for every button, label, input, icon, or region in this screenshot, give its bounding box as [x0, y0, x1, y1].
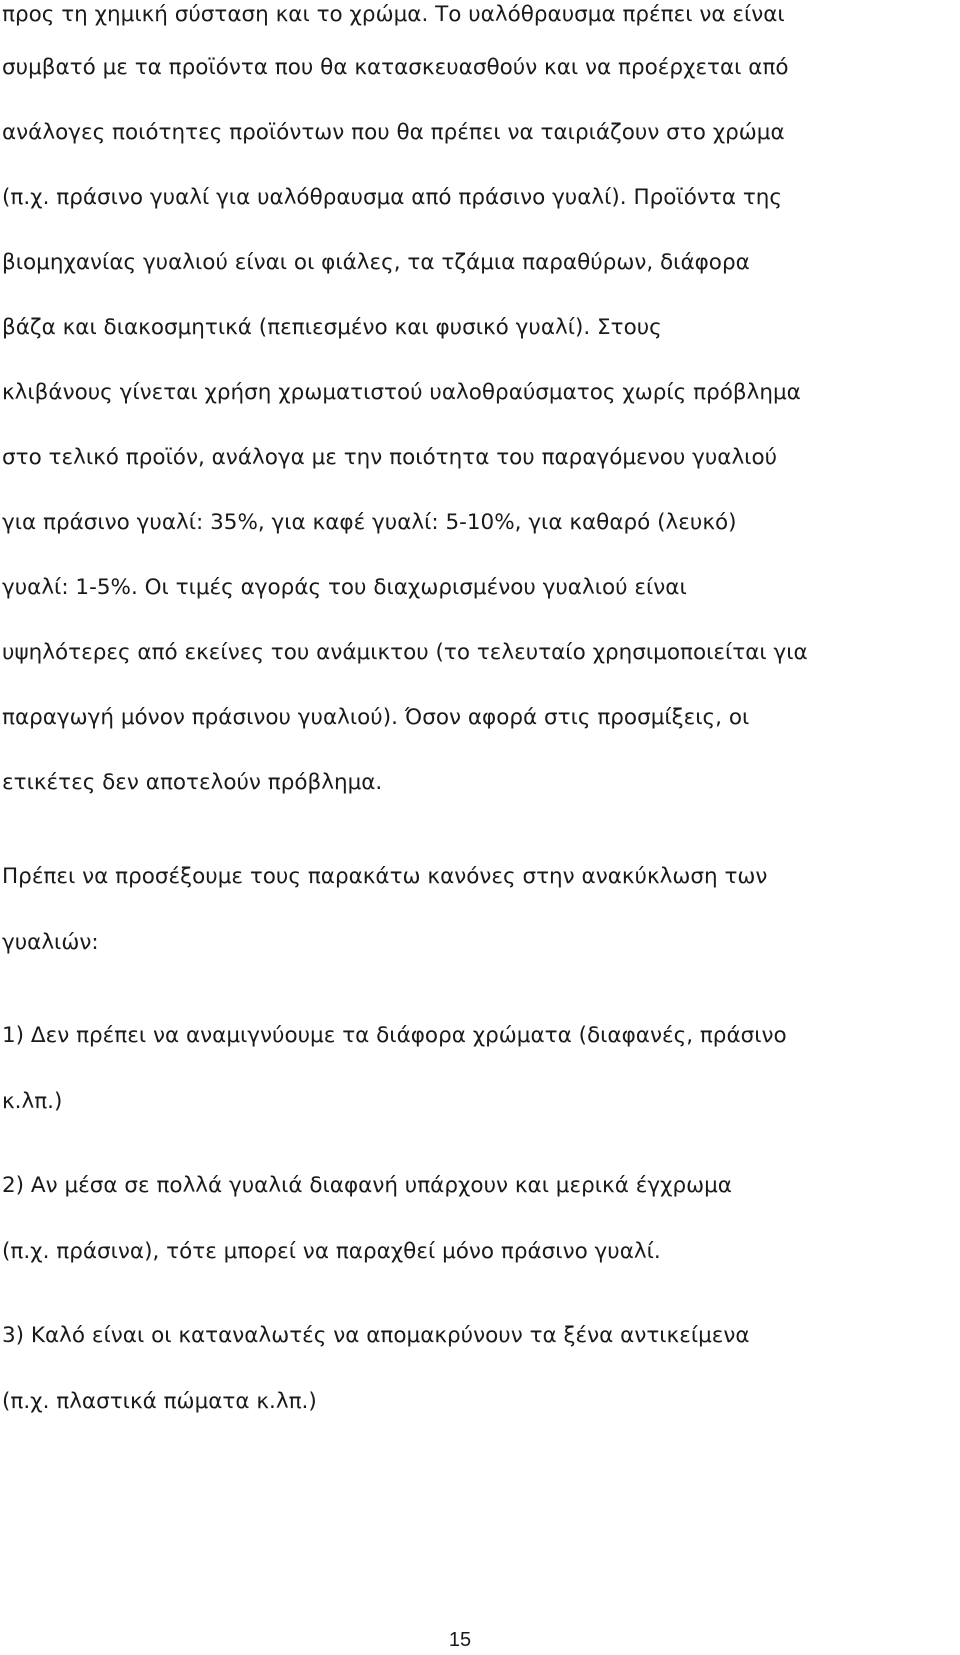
rule-3-line-1: 3) Καλό είναι οι καταναλωτές να απομακρύνουν τα ξένα αντικείμενα	[2, 1323, 750, 1348]
paragraph-2-line-1: Πρέπει να προσέξουμε τους παρακάτω κανόνες στην ανακύκλωση των	[2, 864, 768, 889]
rule-1-line-2: κ.λπ.)	[2, 1089, 63, 1114]
rule-1-line-1: 1) Δεν πρέπει να αναμιγνύουμε τα διάφορα χρώματα (διαφανές, πράσινο	[2, 1023, 787, 1048]
paragraph-1-line-4: (π.χ. πράσινο γυαλί για υαλόθραυσμα από πράσινο γυαλί). Προϊόντα της	[2, 185, 783, 210]
rule-3-line-2: (π.χ. πλαστικά πώματα κ.λπ.)	[2, 1389, 317, 1414]
paragraph-1-line-13: ετικέτες δεν αποτελούν πρόβλημα.	[2, 770, 383, 795]
rule-2-line-2: (π.χ. πράσινα), τότε μπορεί να παραχθεί μόνο πράσινο γυαλί.	[2, 1239, 661, 1264]
paragraph-1-line-8: στο τελικό προϊόν, ανάλογα με την ποιότητα του παραγόμενου γυαλιού	[2, 445, 778, 470]
paragraph-1-line-10: γυαλί: 1-5%. Οι τιμές αγοράς του διαχωρισμένου γυαλιού είναι	[2, 575, 687, 600]
paragraph-1-line-1: προς τη χημική σύσταση και το χρώμα. Το υαλόθραυσμα πρέπει να είναι	[2, 2, 785, 27]
paragraph-1-line-12: παραγωγή μόνον πράσινου γυαλιού). Όσον αφορά στις προσμίξεις, οι	[2, 705, 750, 730]
paragraph-2-line-2: γυαλιών:	[2, 930, 99, 955]
paragraph-1-line-3: ανάλογες ποιότητες προϊόντων που θα πρέπει να ταιριάζουν στο χρώμα	[2, 120, 785, 145]
page-number: 15	[448, 1629, 472, 1651]
paragraph-1-line-5: βιομηχανίας γυαλιού είναι οι φιάλες, τα τζάμια παραθύρων, διάφορα	[2, 250, 750, 275]
paragraph-1-line-9: για πράσινο γυαλί: 35%, για καφέ γυαλί: 5-10%, για καθαρό (λευκό)	[2, 510, 737, 535]
paragraph-1-line-11: υψηλότερες από εκείνες του ανάμικτου (το τελευταίο χρησιμοποιείται για	[2, 640, 808, 665]
paragraph-1-line-2: συμβατό με τα προϊόντα που θα κατασκευασθούν και να προέρχεται από	[2, 55, 789, 80]
paragraph-1-line-7: κλιβάνους γίνεται χρήση χρωματιστού υαλοθραύσματος χωρίς πρόβλημα	[2, 380, 801, 405]
paragraph-1-line-6: βάζα και διακοσμητικά (πεπιεσμένο και φυσικό γυαλί). Στους	[2, 315, 662, 340]
rule-2-line-1: 2) Αν μέσα σε πολλά γυαλιά διαφανή υπάρχουν και μερικά έγχρωμα	[2, 1173, 732, 1198]
